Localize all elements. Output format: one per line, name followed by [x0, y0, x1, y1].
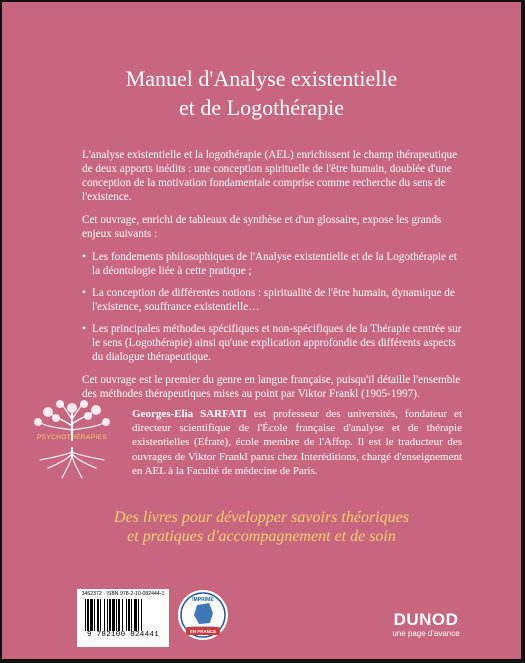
- author-bio-text: est professeur des universités, fondateur et directeur scientifique de l'École française d'analyse et de thérapie existentielles (Efrate), école membre de l'Affop. Il est le traducteur des ouvrages de Viktor Frankl parus chez Interéditions, chargé d'enseignement en AEL à la Faculté de médecine de Paris.: [132, 408, 462, 477]
- barcode-bar: [138, 599, 139, 631]
- collection-label: PSYCHOTHÉRAPIES: [36, 434, 108, 441]
- book-title-line-1: Manuel d'Analyse existentielle: [125, 66, 398, 91]
- list-item: • Les principales méthodes spécifiques et non-spécifiques de la Thérapie centrée sur le sens (Logothérapie) ainsi qu'une explication approfondie des différents aspects du dialogue thérapeutique.: [82, 322, 462, 364]
- barcode-bar: [97, 599, 99, 631]
- barcode-bar: [141, 599, 142, 631]
- barcode-bar: [134, 599, 137, 631]
- publisher-logo: [386, 611, 466, 639]
- isbn-barcode: [77, 589, 169, 647]
- publisher-name: DUNOD: [393, 610, 459, 629]
- badge-bottom-text: EN FRANCE: [189, 629, 217, 634]
- list-item: • La conception de différentes notions : spiritualité de l'être humain, dynamique de l'existence, souffrance existentielle…: [82, 286, 462, 314]
- closing-paragraph: Cet ouvrage est le premier du genre en langue française, puisqu'il détaille l'ensemble des méthodes thérapeutiques mises au point par Viktor Frankl (1905-1997).: [82, 374, 461, 400]
- barcode-bar: [122, 599, 123, 631]
- barcode-bar: [104, 599, 105, 631]
- intro-paragraph: L'analyse existentielle et la logothérapie (AEL) enrichissent le champ thérapeutique de deux apports inédits : une conception spirituelle de l'être humain, doublée d'une conception de la motivation fondamentale comprise comme recherche du sens de l'existence.: [82, 149, 458, 203]
- author-bio: [132, 407, 462, 478]
- barcode-bar: [85, 599, 86, 631]
- tagline-line-1: Des livres pour développer savoirs théoriques: [114, 509, 409, 526]
- back-cover: [2, 2, 521, 659]
- book-title-line-2: et de Logothérapie: [179, 95, 344, 120]
- barcode-bar: [109, 599, 111, 631]
- barcode-bar: [116, 599, 117, 631]
- description: [82, 148, 462, 410]
- collection-tagline: [2, 508, 521, 546]
- barcode-digits: 9 782100 824441: [86, 631, 159, 639]
- publisher-tagline: une page d'avance: [392, 629, 460, 638]
- barcode-bar: [118, 599, 120, 631]
- barcode-bar: [94, 599, 95, 631]
- barcode-bar: [107, 599, 108, 631]
- topics-list: [82, 250, 462, 364]
- book-title: [2, 64, 521, 122]
- barcode-bar: [100, 599, 101, 631]
- barcode-bar: [112, 599, 115, 631]
- barcode-bar: [126, 599, 127, 631]
- tagline-line-2: et pratiques d'accompagnement et de soin: [127, 528, 396, 545]
- barcode-bar: [87, 599, 89, 631]
- badge-top-text: IMPRIMÉ: [192, 597, 214, 603]
- badge-text: [177, 589, 229, 641]
- barcode-bar: [131, 599, 132, 631]
- lead-paragraph: Cet ouvrage, enrichi de tableaux de synthèse et d'un glossaire, expose les grands enjeux suivants :: [82, 214, 442, 240]
- list-item: • Les fondements philosophiques de l'Analyse existentielle et de la Logothérapie et la déontologie liée à cette pratique ;: [82, 250, 462, 278]
- tree-icon: [22, 400, 122, 482]
- barcode-bar: [90, 599, 93, 631]
- barcode-bar: [128, 599, 130, 631]
- isbn-label: 3462372 · ISBN 978-2-10-082444-1: [81, 591, 165, 597]
- author-name: Georges-Elia SARFATI: [132, 408, 247, 420]
- barcode-icon: [83, 599, 163, 631]
